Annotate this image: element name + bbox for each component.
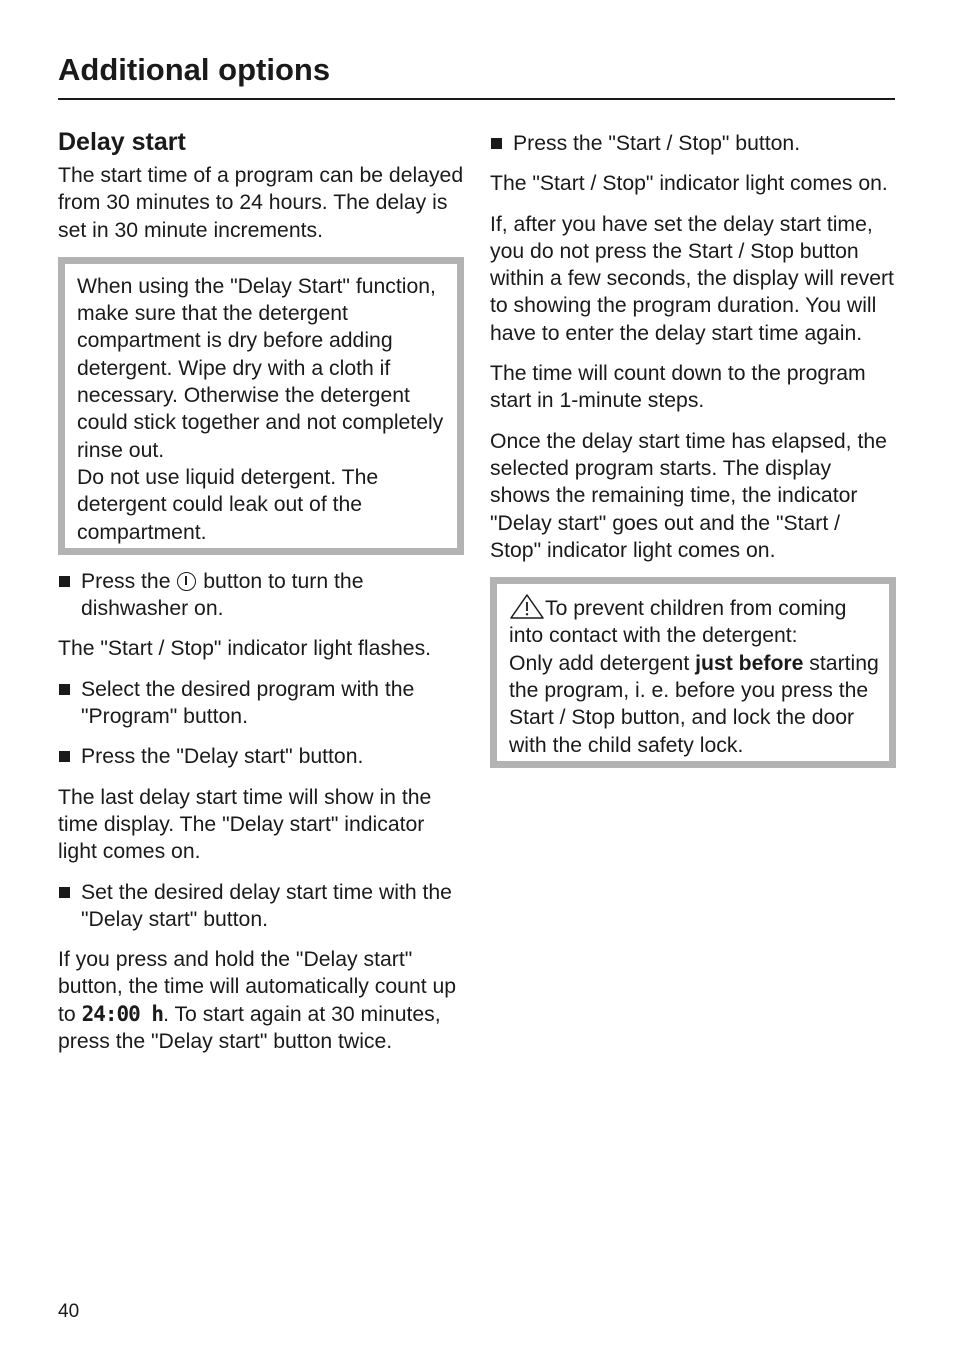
warning-text-after: starting the program, i. e. before you press the Start / Stop button, and lock the door with the child safety lock.: [509, 651, 879, 757]
step-text: Press the "Delay start" button.: [81, 745, 364, 769]
bullet-square-icon: [59, 751, 70, 762]
note-paragraph-1: When using the "Delay Start" function, make sure that the detergent compartment is dry before adding detergent. Wipe dry with a cloth if necessary. Otherwise the detergent could stick together and not completely rinse out.: [77, 274, 444, 462]
section-subtitle: Delay start: [58, 128, 186, 156]
step-set-delay: [58, 879, 464, 934]
step-press-delay: [58, 743, 464, 770]
countdown-paragraph: The time will count down to the program start in 1-minute steps.: [490, 362, 866, 413]
step-text-before: Press the: [81, 569, 177, 593]
warning-emphasis: just before: [695, 651, 804, 675]
bullet-square-icon: [59, 684, 70, 695]
warning-triangle-icon: [509, 593, 545, 620]
elapsed-paragraph: Once the delay start time has elapsed, the selected program starts. The display shows the remaining time, the indicator "Delay start" goes out and the "Start / Stop" indicator light comes on.: [490, 429, 887, 562]
intro-paragraph: The start time of a program can be delayed from 30 minutes to 24 hours. The delay is set in 30 minute increments.: [58, 164, 464, 242]
last-delay-text: The last delay start time will show in the time display. The "Delay start" indicator light comes on.: [58, 785, 432, 864]
step-select-program: [58, 676, 464, 731]
lcd-time-display: 24:00 h: [81, 1001, 164, 1026]
right-column: [490, 126, 896, 768]
indicator-on-text: The "Start / Stop" indicator light comes on.: [490, 172, 888, 196]
bullet-square-icon: [59, 887, 70, 898]
left-column: [58, 126, 464, 1068]
step-text: Set the desired delay start time with the "Delay start" button.: [81, 880, 452, 931]
step-press-start-stop: [490, 130, 896, 157]
revert-paragraph: If, after you have set the delay start time, you do not press the Start / Stop button within a few seconds, the display will revert to showing the program duration. You will have to enter the delay start time again.: [490, 212, 894, 345]
bullet-square-icon: [491, 138, 502, 149]
note-paragraph-2: Do not use liquid detergent. The detergent could leak out of the compartment.: [77, 465, 379, 544]
flash-text: The "Start / Stop" indicator light flashes.: [58, 637, 432, 661]
page-title: Additional options: [58, 50, 895, 100]
step-text: Select the desired program with the "Program" button.: [81, 677, 415, 729]
warning-text-before: Only add detergent: [509, 651, 696, 675]
warning-box: [490, 577, 896, 768]
step-text-after: button to turn the dishwasher on.: [81, 569, 364, 621]
step-text: Press the "Start / Stop" button.: [513, 132, 801, 155]
power-button-icon: [177, 572, 196, 591]
step-power-on: [58, 568, 464, 623]
hold-text-after: . To start again at 30 minutes, press the "Delay start" button twice.: [58, 1002, 441, 1054]
hold-text-before: If you press and hold the "Delay start" button, the time will automatically count up to: [58, 948, 457, 1026]
hold-paragraph: [58, 946, 464, 1055]
page-number: 40: [58, 1301, 80, 1322]
bullet-square-icon: [59, 576, 70, 587]
warning-line-1: To prevent children from coming into contact with the detergent:: [509, 597, 847, 648]
note-box: [58, 257, 464, 555]
